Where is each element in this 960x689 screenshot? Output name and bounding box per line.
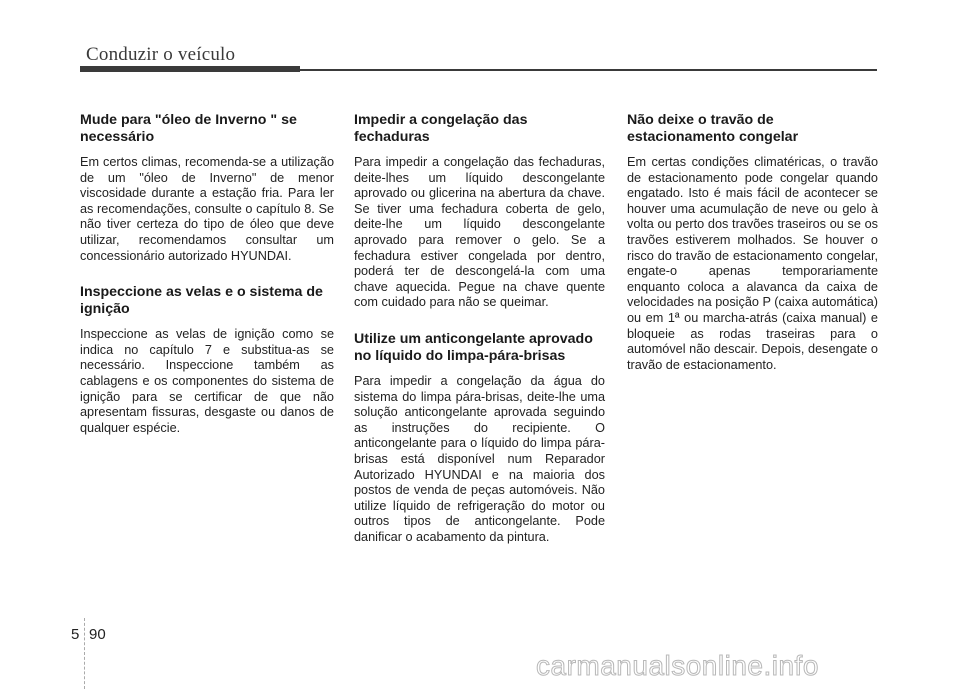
section-body-spark-plugs: Inspeccione as velas de ignição como se indica no capítulo 7 e substitua-as se necessário. Inspeccione também as cablagens e os componentes do sistema de ignição para se certificar de que não apresentam fissuras, desgaste ou danos de qualquer espécie. (80, 327, 334, 435)
text-column-1 (80, 112, 334, 456)
header-rule-thin (300, 69, 877, 71)
watermark: carmanualsonline.info (536, 650, 819, 681)
section-heading-spark-plugs: Inspeccione as velas e o sistema de ignição (80, 284, 323, 318)
page-number: 90 (89, 626, 106, 643)
section-number: 5 (71, 626, 80, 643)
section-body-door-locks: Para impedir a congelação das fechaduras, deite-lhes um líquido descongelante aprovado ou glicerina na abertura da chave. Se tiver uma fechadura coberta de gelo, deite-lhe um líquido descongelante aprovado para remover o gelo. Se a fechadura estiver congelada por dentro, poderá ter de descongelá-la com uma chave aquecida. Pegue na chave quente com cuidado para não se queimar. (354, 155, 605, 310)
text-column-2 (354, 112, 605, 565)
section-heading-washer-antifreeze: Utilize um anticongelante aprovado no líquido do limpa-pára-brisas (354, 330, 593, 364)
header-rule-thick (80, 66, 300, 72)
section-heading-winter-oil: Mude para "óleo de Inverno " se necessário (80, 112, 297, 145)
section-body-winter-oil: Em certos climas, recomenda-se a utilização de um "óleo de Inverno" de menor viscosidade durante a estação fria. Para ler as recomendações, consulte o capítulo 8. Se não tiver certeza do tipo de óleo que deve utilizar, recomendamos consultar um concessionário autorizado HYUNDAI. (80, 155, 334, 263)
section-heading-door-locks: Impedir a congelação das fechaduras (354, 112, 528, 145)
section-body-washer-antifreeze: Para impedir a congelação da água do sistema do limpa pára-brisas, deite-lhe uma solução anticongelante aprovada seguindo as instruções do recipiente. O anticongelante para o líquido do limpa pára-brisas está disponível num Reparador Autorizado HYUNDAI e na maioria dos postos de venda de peças automóveis. Não utilize líquido de refrigeração do motor ou outros tipos de anticongelante. Pode danificar o acabamento da pintura. (354, 373, 605, 544)
chapter-title: Conduzir o veículo (86, 44, 236, 65)
page-number-divider (84, 618, 85, 689)
section-heading-parking-brake: Não deixe o travão de estacionamento congelar (627, 112, 799, 145)
section-body-parking-brake: Em certas condições climatéricas, o travão de estacionamento pode congelar quando engatado. Isto é mais fácil de acontecer se houver uma acumulação de neve ou gelo à volta ou perto dos travões traseiros ou se os travões estiverem molhados. Se houver o risco do travão de estacionamento congelar, engate-o apenas temporariamente enquanto coloca a alavanca da caixa de velocidades na posição P (caixa automática) ou em 1ª ou marcha-atrás (caixa manual) e bloqueie as rodas traseiras para o automóvel não descair. Depois, desengate o travão de estacionamento. (627, 155, 878, 372)
text-column-3 (627, 112, 878, 393)
